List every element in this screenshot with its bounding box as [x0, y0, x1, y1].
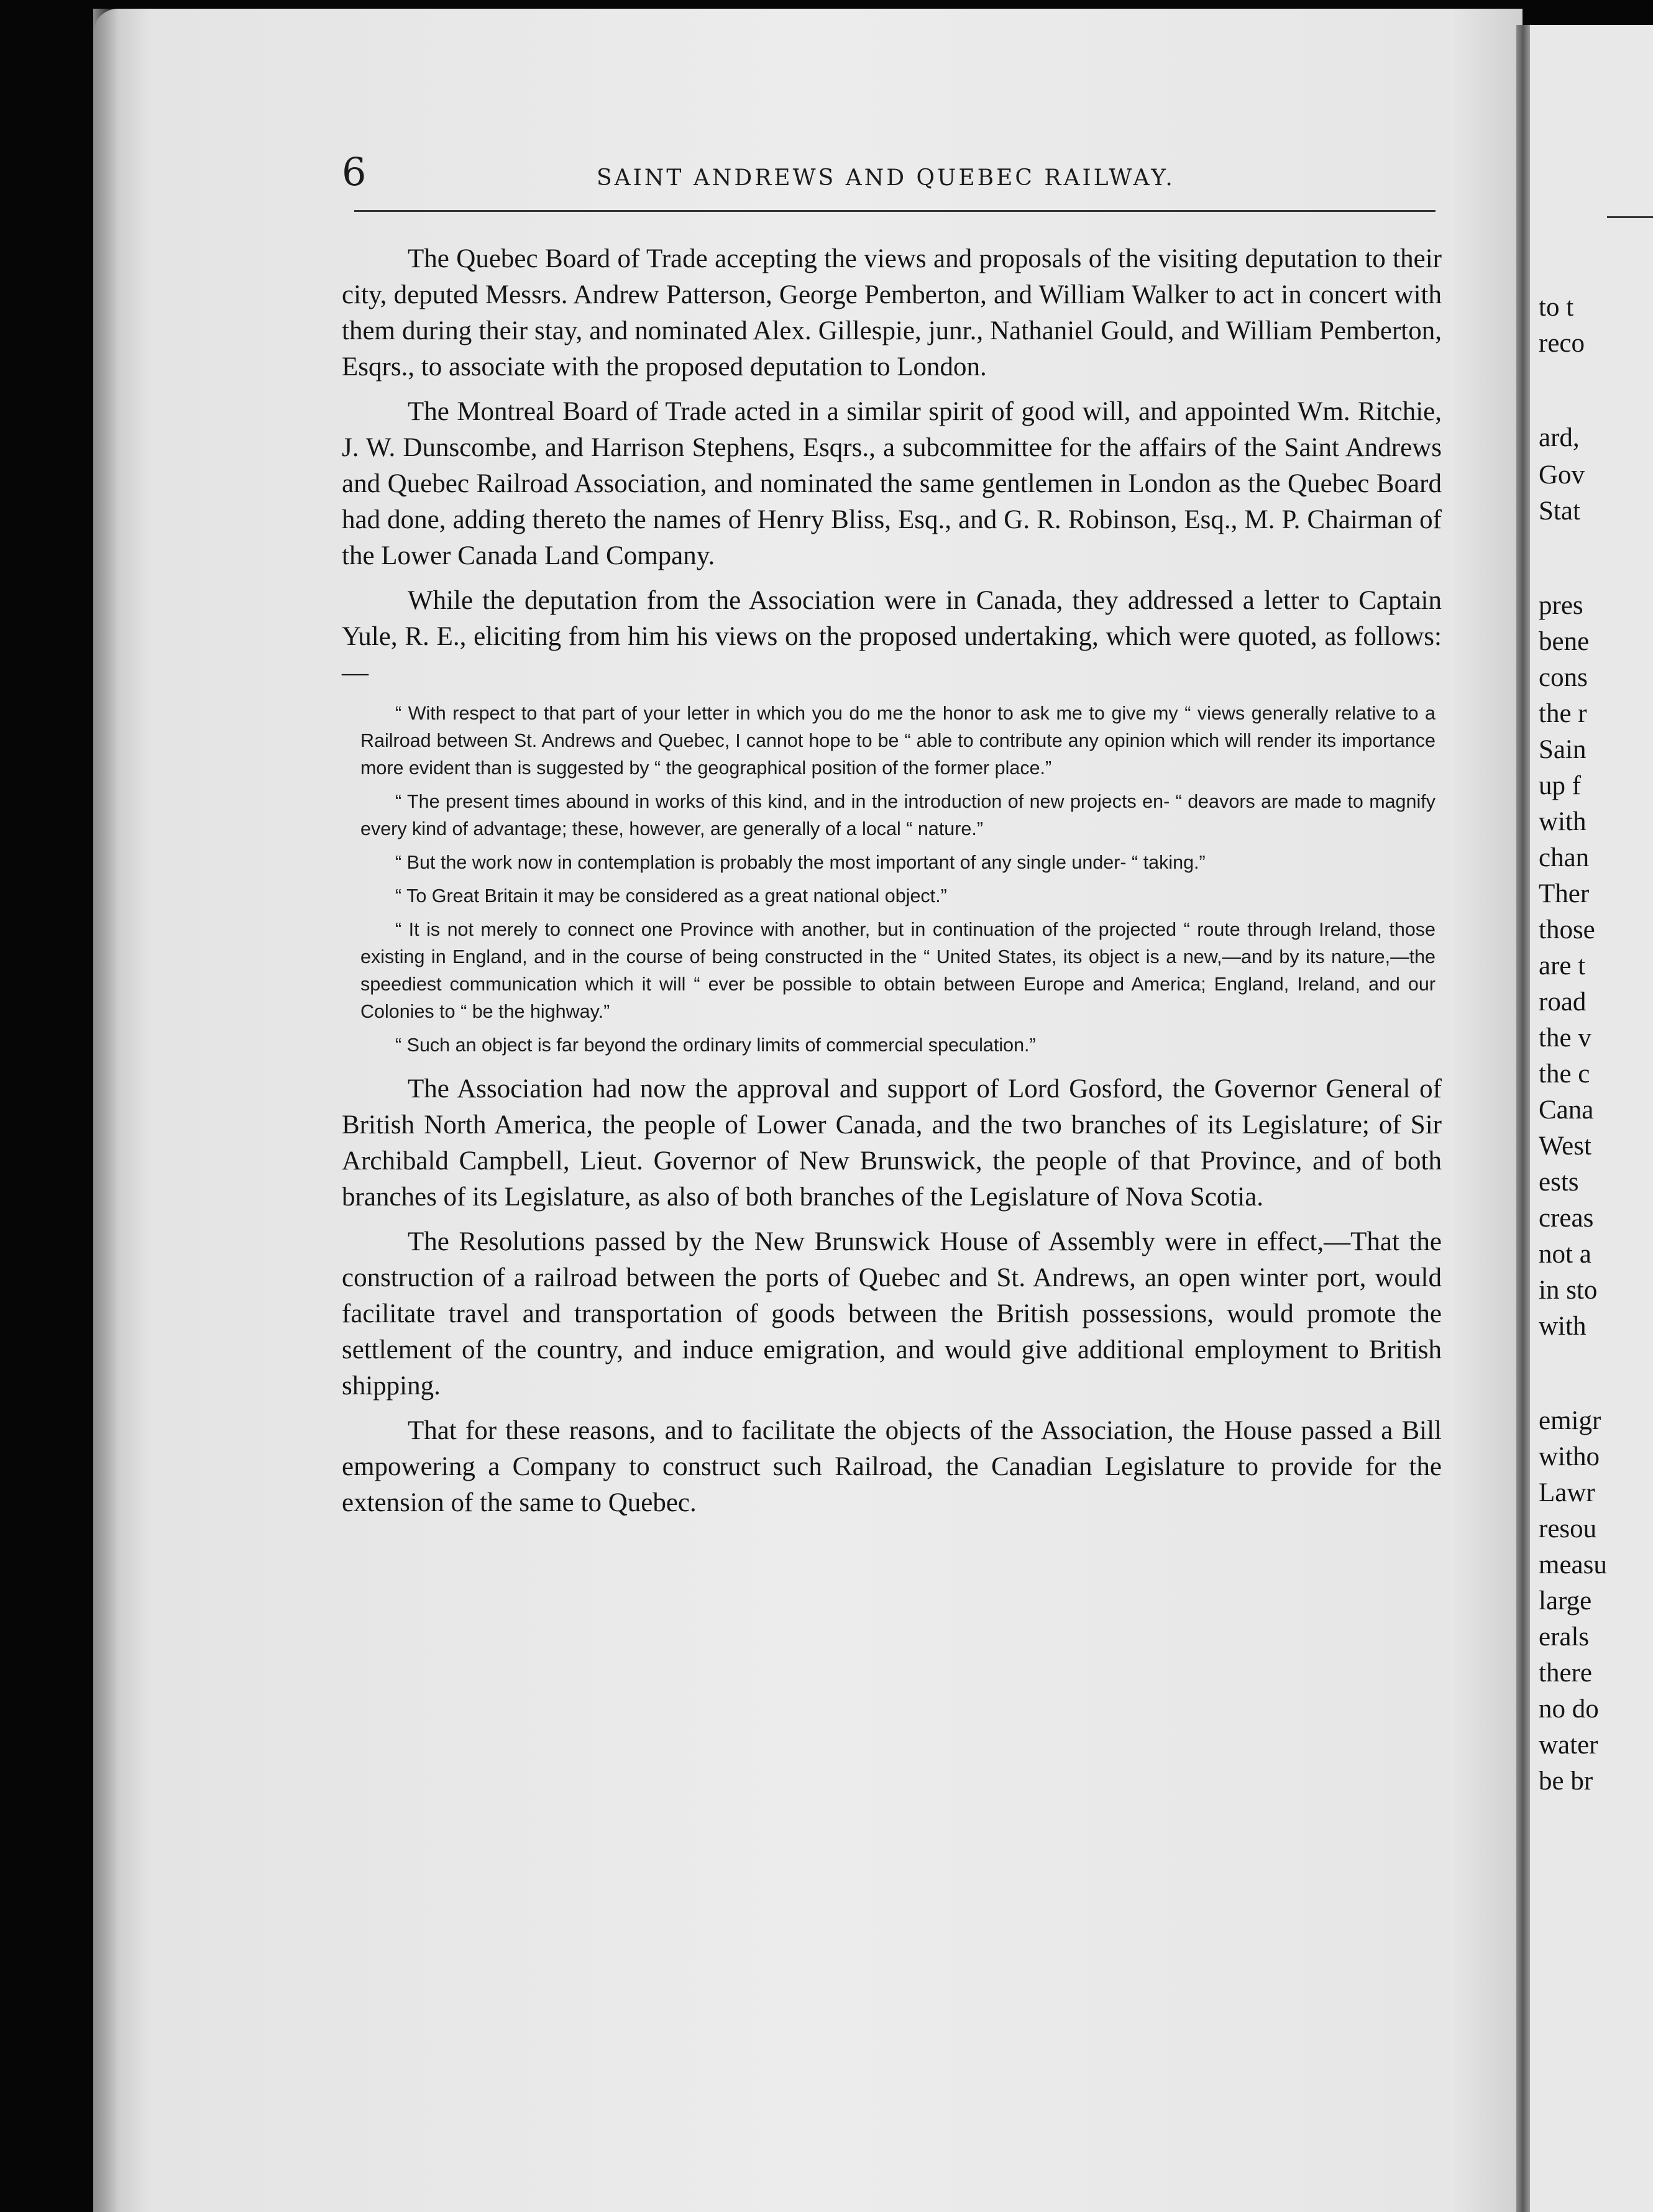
quote-paragraph: “ But the work now in contemplation is probably the most important of any single under- “ taking.”: [395, 852, 1206, 873]
right-fragment: Sain: [1539, 735, 1587, 764]
right-fragment: up f: [1539, 771, 1582, 800]
quote-paragraph: “ To Great Britain it may be considered as a great national object.”: [395, 885, 947, 907]
right-fragment: creas: [1539, 1204, 1594, 1233]
right-fragment: the v: [1539, 1023, 1591, 1053]
right-fragment: ests: [1539, 1168, 1579, 1197]
right-fragment: erals: [1539, 1622, 1590, 1652]
right-fragment: Ther: [1539, 879, 1590, 908]
paragraph-bill: That for these reasons, and to facilitate the objects of the Association, the House passed a Bill empowering a Company to construct such Railroad, the Canadian Legislature to provide for the extension of the same to Quebec.: [342, 1416, 1442, 1517]
quote-paragraph: “ It is not merely to connect one Province with another, but in continuation of the projected “ route through Ireland, those existing in England, and in the course of being constructed in the “ United States, its object is a new,—and by its nature,—the speediest communication which it will “ ever be possible to obtain between Europe and America; England, Ireland, and our Colonies to “ be the highway.”: [360, 919, 1436, 1022]
right-fragment: there: [1539, 1658, 1592, 1688]
right-fragment: Cana: [1539, 1095, 1594, 1125]
running-title: SAINT ANDREWS AND QUEBEC RAILWAY.: [597, 165, 1175, 191]
right-fragment: with: [1539, 1312, 1587, 1341]
right-fragment: large: [1539, 1586, 1592, 1616]
right-fragment: to t: [1539, 293, 1574, 322]
right-fragment: Lawr: [1539, 1478, 1595, 1507]
page-body: [342, 241, 1442, 1530]
paragraph-montreal-board: The Montreal Board of Trade acted in a similar spirit of good will, and appointed Wm. Ritchie, J. W. Dunscombe, and Harrison Stephens, Esqrs., a subcommittee for the affairs of the Saint Andrews and Quebec Railroad Association, and nominated the same gentlemen in London as the Quebec Board had done, adding thereto the names of Henry Bliss, Esq., and G. R. Robinson, Esq., M. P. Chairman of the Lower Canada Land Company.: [342, 397, 1442, 570]
paragraph-approval: The Association had now the approval and support of Lord Gosford, the Governor General of British North America, the people of Lower Canada, and the two branches of its Legislature; of Sir Archibald Campbell, Lieut. Governor of New Brunswick, the people of that Province, and of both branches of its Legislature, as also of both branches of the Legislature of Nova Scotia.: [342, 1074, 1442, 1212]
right-fragment: Gov: [1539, 460, 1585, 490]
header-rule: [354, 210, 1436, 212]
quote-paragraph: “ The present times abound in works of this kind, and in the introduction of new projects en- “ deavors are made to magnify every kind of advantage; these, however, are generally of a local “ nature.”: [360, 791, 1436, 839]
right-fragment: ard,: [1539, 423, 1580, 452]
quoted-letter: [342, 700, 1442, 1059]
right-fragment: water: [1539, 1730, 1598, 1760]
right-fragment: cons: [1539, 663, 1588, 692]
right-fragment: resou: [1539, 1514, 1597, 1543]
right-fragment: the c: [1539, 1059, 1590, 1089]
right-fragment: not a: [1539, 1240, 1591, 1269]
right-fragment: road: [1539, 987, 1587, 1017]
right-fragment: bene: [1539, 627, 1590, 656]
right-fragment: in sto: [1539, 1276, 1598, 1305]
right-fragment: chan: [1539, 843, 1590, 872]
right-fragment: are t: [1539, 951, 1586, 980]
right-fragment: emigr: [1539, 1406, 1601, 1435]
right-fragment: those: [1539, 915, 1595, 944]
book-gutter: [1516, 25, 1530, 2212]
right-fragment: with: [1539, 807, 1587, 836]
right-fragment: the r: [1539, 699, 1587, 728]
right-fragment: witho: [1539, 1442, 1600, 1471]
right-fragment: reco: [1539, 329, 1585, 358]
right-fragment: be br: [1539, 1766, 1593, 1796]
right-fragment: pres: [1539, 591, 1583, 620]
page-number: 6: [342, 149, 367, 194]
right-fragment: West: [1539, 1131, 1591, 1161]
right-fragment: no do: [1539, 1694, 1599, 1724]
paragraph-resolutions: The Resolutions passed by the New Brunswick House of Assembly were in effect,—That the construction of a railroad between the ports of Quebec and St. Andrews, an open winter port, would facilitate travel and transportation of goods between the British possessions, would promote the settlement of the country, and induce emigration, and would give additional employment to British shipping.: [342, 1227, 1442, 1401]
quote-paragraph: “ With respect to that part of your letter in which you do me the honor to ask me to give my “ views generally relative to a Railroad between St. Andrews and Quebec, I cannot hope to be “ able to contribute any opinion which will render its importance more evident than is suggested by “ the geographical position of the former place.”: [360, 703, 1436, 779]
right-fragment: Stat: [1539, 496, 1580, 526]
page-header: [342, 149, 1560, 217]
paragraph-captain-yule: While the deputation from the Association were in Canada, they addressed a letter to Captain Yule, R. E., eliciting from him his views on the proposed undertaking, which were quoted, as follows:—: [342, 586, 1442, 687]
right-page: [1530, 25, 1653, 2212]
quote-paragraph: “ Such an object is far beyond the ordinary limits of commercial speculation.”: [395, 1035, 1036, 1056]
paragraph-quebec-board: The Quebec Board of Trade accepting the views and proposals of the visiting deputation to their city, deputed Messrs. Andrew Patterson, George Pemberton, and William Walker to act in concert with them during their stay, and nominated Alex. Gillespie, junr., Nathaniel Gould, and William Pemberton, Esqrs., to associate with the proposed deputation to London.: [342, 244, 1442, 382]
right-page-header-rule: [1607, 216, 1653, 218]
right-fragment: measu: [1539, 1550, 1607, 1579]
